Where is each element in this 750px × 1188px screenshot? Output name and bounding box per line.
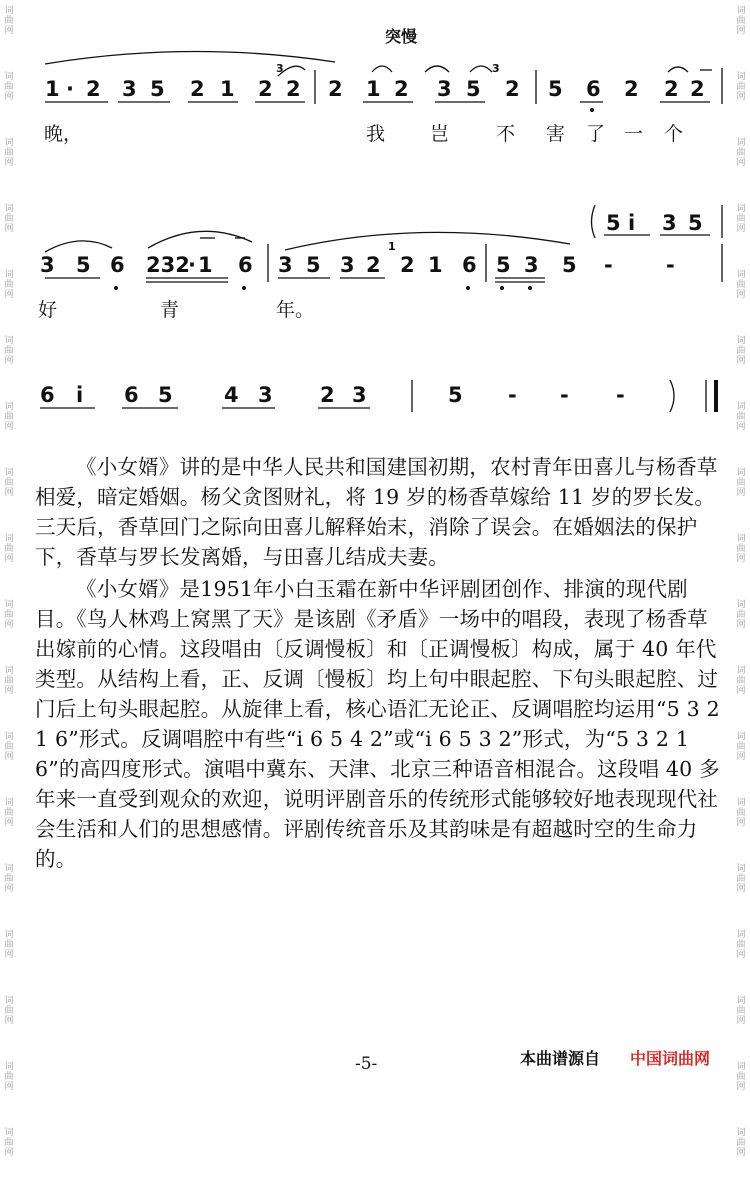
lyric: 害 — [546, 123, 566, 145]
octave-dot — [114, 286, 118, 290]
note: 5 — [466, 77, 481, 101]
note: 2 — [86, 77, 101, 101]
slur-1 — [372, 66, 392, 72]
note: 2 — [394, 77, 409, 101]
grace-note: 3 — [276, 62, 284, 75]
paren-open — [592, 205, 596, 238]
tempo-mark: 突慢 — [385, 27, 418, 46]
note: 5 — [448, 383, 463, 407]
slur-line1-a — [45, 51, 335, 64]
lyric: 了 — [586, 123, 606, 145]
note: 3 — [524, 253, 539, 277]
note: 6 — [462, 253, 477, 277]
note: 3 — [352, 383, 367, 407]
note: 3 — [340, 253, 355, 277]
lyric: 青 — [160, 299, 180, 321]
lyric: 年。 — [276, 299, 315, 321]
slur-line2-c — [285, 232, 570, 250]
note: 3 — [662, 211, 677, 235]
note: 5 — [606, 211, 621, 235]
slur-2 — [425, 66, 449, 72]
paragraph-2: 《小女婿》是1951年小白玉霜在新中华评剧团创作、排演的现代剧目。《鸟人林鸡上窝黑了天》是该剧《矛盾》一场中的唱段，表现了杨香草出嫁前的心情。这段唱由〔反调慢板〕和〔正调慢板〕构成，属于 40 年代类型。从结构上看，正、反调〔慢板〕均上句中眼起腔、下句头眼起腔、过门后上句头眼起腔。从旋律上看，核心语汇无论正、反调唱腔均运用“5 3 2 1 6”形式。反调唱腔中有些“i 6 5 4 2”或“i 6 5 3 2”形式，为“5 3 2 1 6”的高四度形式。演唱中冀东、天津、北京三种语音相混合。这段唱 40 多年来一直受到观众的欢迎，说明评剧音乐的传统形式能够较好地表现现代社会生活和人们的思想感情。评剧传统音乐及其韵味是有超越时空的生命力的。 — [35, 577, 720, 871]
note: 6 — [586, 77, 601, 101]
note: 1 — [198, 253, 213, 277]
watermark-right: 词 曲 网 词 曲 网 词 曲 网 词 曲 网 词 曲 网 词 曲 网 词 曲 网 词 曲 网 词 曲 网 词 曲 网 词 曲 网 词 曲 网 词 曲 网 词 曲 网 词 曲 网 词 曲 网 词 曲 网 词 曲 网 — [736, 6, 746, 1158]
note: 3 — [40, 253, 55, 277]
note: 2 — [190, 77, 205, 101]
note: 3 — [278, 253, 293, 277]
paren-close — [670, 380, 674, 412]
lyric: 岂 — [430, 123, 450, 145]
grace-note: 1 — [388, 240, 396, 253]
note: 2 — [328, 77, 343, 101]
music-score — [0, 0, 750, 440]
watermark-left: 词 曲 网 词 曲 网 词 曲 网 词 曲 网 词 曲 网 词 曲 网 词 曲 网 词 曲 网 词 曲 网 词 曲 网 词 曲 网 词 曲 网 词 曲 网 词 曲 网 词 曲 网 词 曲 网 词 曲 网 词 曲 网 — [4, 6, 14, 1158]
note: 5 — [150, 77, 165, 101]
note: 6 — [238, 253, 253, 277]
note: i — [628, 211, 636, 235]
slur-4 — [668, 67, 688, 72]
note: 5 — [496, 253, 511, 277]
source-label: 本曲谱源自 — [520, 1049, 601, 1068]
note: 3 — [122, 77, 137, 101]
note: 2 — [690, 77, 705, 101]
note: 2 — [366, 253, 381, 277]
note: · — [66, 77, 74, 101]
octave-dot — [242, 286, 246, 290]
note: 2 — [664, 77, 679, 101]
note: - — [508, 383, 517, 407]
note: 1 — [428, 253, 443, 277]
note: 5 — [548, 77, 563, 101]
lyric: 不 — [496, 123, 516, 145]
note: 232 — [146, 253, 190, 277]
paragraph-1: 《小女婿》讲的是中华人民共和国建国初期，农村青年田喜儿与杨香草相爱，暗定婚姻。杨父贪图财礼，将 19 岁的杨香草嫁给 11 岁的罗长发。三天后，香草回门之际向田喜儿解释始末，消除了误会。在婚姻法的保护下，香草与罗长发离婚，与田喜儿结成夫妻。 — [35, 455, 718, 569]
note: 2 — [505, 77, 520, 101]
note: 6 — [40, 383, 55, 407]
note: 1 — [45, 77, 60, 101]
note: - — [666, 253, 675, 277]
note: - — [560, 383, 569, 407]
page-number: -5- — [355, 1054, 378, 1074]
note: 6 — [110, 253, 125, 277]
slur-3 — [470, 66, 492, 72]
source-site-link[interactable]: 中国词曲网 — [630, 1049, 711, 1068]
note: 4 — [224, 383, 239, 407]
note: 5 — [562, 253, 577, 277]
lyric: 一 — [624, 123, 644, 145]
note: - — [616, 383, 625, 407]
octave-dot — [528, 286, 532, 290]
note: 1 — [366, 77, 381, 101]
note: 3 — [258, 383, 273, 407]
lyric: 我 — [366, 123, 386, 145]
note: 2 — [286, 77, 301, 101]
note: 3 — [437, 77, 452, 101]
grace-note: 3 — [492, 62, 500, 75]
octave-dot — [500, 286, 504, 290]
note: i — [76, 383, 84, 407]
note: 5 — [306, 253, 321, 277]
note: 2 — [400, 253, 415, 277]
note: 2 — [258, 77, 273, 101]
note: 2 — [320, 383, 335, 407]
note: - — [604, 253, 613, 277]
note: 1 — [220, 77, 235, 101]
article-body — [35, 452, 725, 874]
lyric: 晚， — [44, 123, 83, 145]
slur-line2-a — [45, 241, 112, 252]
note: 2 — [624, 77, 639, 101]
note: 5 — [688, 211, 703, 235]
note: 5 — [158, 383, 173, 407]
lyric: 好 — [38, 299, 58, 321]
octave-dot — [466, 286, 470, 290]
slur-line2-b — [148, 231, 252, 248]
note: 5 — [76, 253, 91, 277]
note: · — [188, 253, 196, 277]
lyric: 个 — [664, 123, 684, 145]
octave-dot — [590, 108, 594, 112]
note: 6 — [124, 383, 139, 407]
